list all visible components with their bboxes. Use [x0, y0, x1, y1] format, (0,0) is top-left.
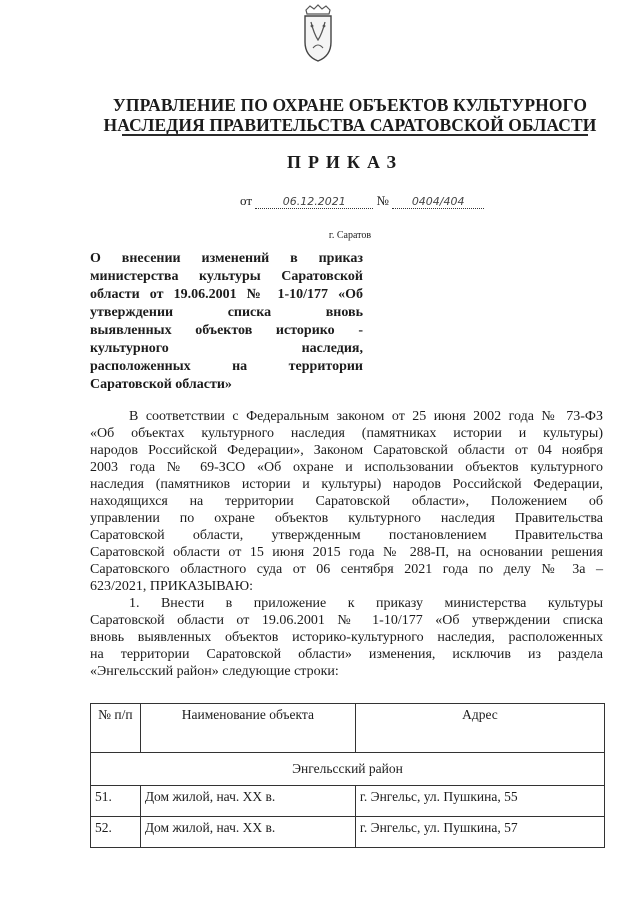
body-line: «Энгельсский район» следующие строки: — [90, 664, 339, 679]
row-number: 51. — [91, 786, 141, 817]
body-line: находящихся на территории Саратовской области», Положением об — [90, 494, 603, 509]
saratov-coat-of-arms-icon — [298, 4, 338, 62]
header-object-name: Наименование объекта — [140, 704, 355, 753]
date-prefix: от — [240, 193, 253, 208]
organization-name — [60, 95, 640, 135]
row-number: 52. — [91, 817, 141, 848]
document-number: 0404/404 — [392, 195, 484, 209]
subject-line: расположенных на территории — [90, 359, 363, 374]
subject-line: О внесении изменений в приказ — [90, 251, 363, 266]
subject-line: Саратовской области» — [90, 377, 232, 392]
subject-line: утверждении списка вновь — [90, 305, 363, 320]
row-object-name: Дом жилой, нач. XX в. — [140, 786, 355, 817]
document-reference-line — [240, 193, 484, 209]
body-line: на территории Саратовской области» изменения, исключив из раздела — [90, 647, 603, 662]
body-line: управлении по охране объектов культурного наследия Правительства — [90, 511, 603, 526]
document-date: 06.12.2021 — [255, 195, 373, 209]
document-body — [90, 408, 603, 680]
header-address: Адрес — [355, 704, 604, 753]
header-divider — [122, 134, 588, 136]
body-line: 623/2021, ПРИКАЗЫВАЮ: — [90, 579, 254, 594]
body-line: 2003 года № 69-ЗСО «Об охране и использовании объектов культурного — [90, 460, 603, 475]
section-title: Энгельсский район — [91, 753, 605, 786]
subject-line: выявленных объектов историко - — [90, 323, 363, 338]
body-line: Саратовской области, утвержденным постановлением Правительства — [90, 528, 603, 543]
body-line: В соответствии с Федеральным законом от 25 июня 2002 года № 73-ФЗ — [129, 409, 603, 424]
subject-line: министерства культуры Саратовской — [90, 269, 363, 284]
row-address: г. Энгельс, ул. Пушкина, 55 — [355, 786, 604, 817]
table-row — [91, 817, 605, 848]
excluded-objects-table — [90, 703, 605, 848]
body-line: 1. Внести в приложение к приказу министерства культуры — [129, 596, 603, 611]
body-line: Саратовского областного суда от 06 сентября 2021 года по делу № 3а – — [90, 562, 603, 577]
row-object-name: Дом жилой, нач. XX в. — [140, 817, 355, 848]
body-line: Саратовской области от 19.06.2001 № 1-10/177 «Об утверждении списка — [90, 613, 603, 628]
body-line: народов Российской Федерации», Законом Саратовской области от 04 ноября — [90, 443, 603, 458]
body-line: Саратовской области от 15 июня 2015 года № 288-П, на основании решения — [90, 545, 603, 560]
order-item-1 — [90, 595, 603, 680]
row-address: г. Энгельс, ул. Пушкина, 57 — [355, 817, 604, 848]
preamble-paragraph — [90, 408, 603, 595]
org-line-1: УПРАВЛЕНИЕ ПО ОХРАНЕ ОБЪЕКТОВ КУЛЬТУРНОГО — [112, 95, 588, 115]
number-prefix: № — [376, 193, 389, 208]
table-row — [91, 786, 605, 817]
body-line: наследия (памятников истории и культуры) народов Российской Федерации, — [90, 477, 603, 492]
document-type-title: ПРИКАЗ — [286, 152, 404, 172]
org-line-2: НАСЛЕДИЯ ПРАВИТЕЛЬСТВА САРАТОВСКОЙ ОБЛАСТИ — [103, 115, 597, 135]
header-number: № п/п — [91, 704, 141, 753]
body-line: вновь выявленных объектов историко-культурного наследия, расположенных — [90, 630, 603, 645]
body-line: «Об объектах культурного наследия (памятниках истории и культуры) — [90, 426, 603, 441]
subject-line: культурного наследия, — [90, 341, 363, 356]
subject-line: области от 19.06.2001 № 1-10/177 «Об — [90, 287, 363, 302]
table-header-row — [91, 704, 605, 753]
document-city: г. Саратов — [328, 230, 372, 241]
table-section-row — [91, 753, 605, 786]
document-subject — [90, 250, 363, 394]
